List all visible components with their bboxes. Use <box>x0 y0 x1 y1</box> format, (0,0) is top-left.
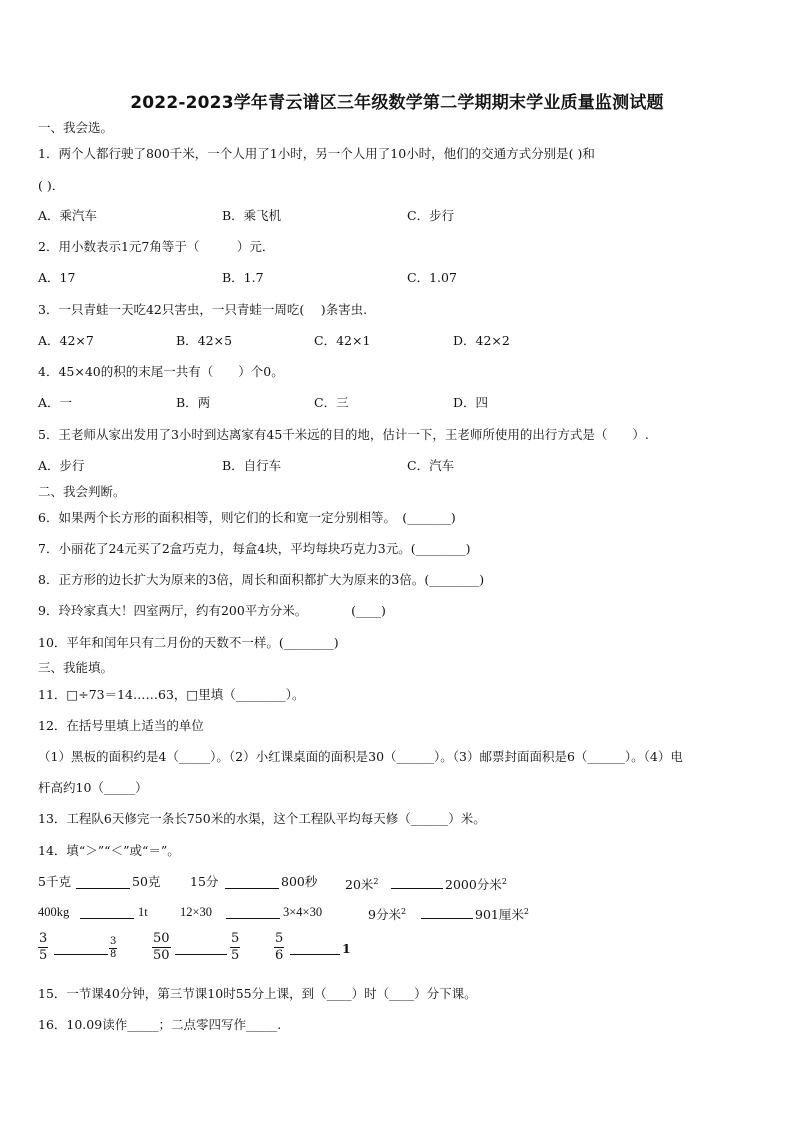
question-8-text: 8．正方形的边长扩大为原来的3倍，周长和面积都扩大为原来的3倍。(________) <box>38 572 485 587</box>
compare-6-left <box>368 903 406 924</box>
compare-4-right: 1t <box>138 905 148 919</box>
fraction-numerator: 5 <box>231 931 240 946</box>
question-4-text: 4．45×40的积的末尾一共有（ ）个0。 <box>38 364 284 379</box>
fraction-denominator: 8 <box>110 949 117 960</box>
compare-4-blank[interactable] <box>80 918 134 919</box>
fraction-numerator: 5 <box>275 931 284 946</box>
fraction-5-5 <box>230 931 240 964</box>
question-3-text: 3．一只青蛙一天吃42只害虫，一只青蛙一周吃( )条害虫. <box>38 302 368 317</box>
square-mark: 2 <box>373 877 379 886</box>
compare-3-right-text: 2000分米 <box>445 877 502 893</box>
compare-1-left: 5千克 <box>38 874 71 889</box>
compare-6-right-text: 901厘米 <box>475 907 524 923</box>
square-mark: 2 <box>400 907 407 916</box>
question-2-text: 2．用小数表示1元7角等于（ ）元． <box>38 239 275 254</box>
question-9-text: 9．玲玲家真大！四室两厅，约有200平方分米。 (____) <box>38 603 386 618</box>
compare-3-blank[interactable] <box>391 888 443 889</box>
compare-5-left: 12×30 <box>180 905 213 919</box>
compare-7-blank[interactable] <box>54 954 108 955</box>
question-1-option-b[interactable]: B．乘飞机 <box>222 208 282 223</box>
question-6-text: 6．如果两个长方形的面积相等，则它们的长和宽一定分别相等。 (_______) <box>38 510 456 525</box>
fraction-5-6 <box>274 931 284 964</box>
section-heading-choose: 一、我会选。 <box>38 120 114 135</box>
compare-3-left <box>345 873 379 894</box>
question-11-text: 11．□÷73＝14……63，□里填（________）。 <box>38 687 305 702</box>
number-one: 1 <box>342 941 351 956</box>
compare-1-right: 50克 <box>132 874 161 889</box>
compare-5-right: 3×4×30 <box>283 905 323 919</box>
question-7-text: 7．小丽花了24元买了2盒巧克力，每盒4块，平均每块巧克力3元。(________) <box>38 541 471 556</box>
question-2-option-a[interactable]: A．17 <box>38 270 76 285</box>
question-3-option-b[interactable]: B．42×5 <box>176 333 233 348</box>
fraction-denominator: 6 <box>275 948 284 963</box>
question-14-text: 14．填“＞”“＜”或“＝”。 <box>38 843 180 858</box>
compare-6-right <box>475 903 529 924</box>
section-heading-fill: 三、我能填。 <box>38 660 114 675</box>
question-4-option-a[interactable]: A．一 <box>38 395 73 410</box>
compare-3-left-text: 20米 <box>345 877 374 893</box>
question-13-text: 13．工程队6天修完一条长750米的水渠，这个工程队平均每天修（______）米。 <box>38 811 486 826</box>
fraction-denominator: 5 <box>231 948 240 963</box>
compare-4-left: 400kg <box>38 905 70 919</box>
compare-9-blank[interactable] <box>290 954 340 955</box>
square-mark: 2 <box>501 877 507 886</box>
question-10-text: 10．平年和闰年只有二月份的天数不一样。(________) <box>38 635 339 650</box>
fraction-50-50 <box>152 931 171 964</box>
fraction-numerator: 50 <box>153 931 170 946</box>
fraction-numerator: 3 <box>39 931 48 946</box>
compare-5-blank[interactable] <box>226 918 280 919</box>
question-16-text: 16．10.09读作_____；二点零四写作_____. <box>38 1017 282 1032</box>
question-1-text: 1．两个人都行驶了800千米，一个人用了1小时，另一个人用了10小时，他们的交通方式分别是( )和 <box>38 146 595 161</box>
compare-2-blank[interactable] <box>225 888 279 889</box>
question-5-text: 5．王老师从家出发用了3小时到达离家有45千米远的目的地，估计一下，王老师所使用的出行方式是（ ）. <box>38 427 649 442</box>
question-3-option-c[interactable]: C．42×1 <box>314 333 371 348</box>
question-5-option-c[interactable]: C．汽车 <box>407 458 455 473</box>
question-4-option-b[interactable]: B．两 <box>176 395 211 410</box>
compare-3-right <box>445 873 507 894</box>
fraction-denominator: 5 <box>39 948 48 963</box>
question-3-option-a[interactable]: A．42×7 <box>38 333 94 348</box>
compare-2-right: 800秒 <box>281 874 318 889</box>
fraction-3-8 <box>109 936 117 961</box>
compare-6-blank[interactable] <box>421 918 473 919</box>
page-title: 2022-2023学年青云谱区三年级数学第二学期期末学业质量监测试题 <box>130 93 664 113</box>
question-1-option-a[interactable]: A．乘汽车 <box>38 208 98 223</box>
question-3-option-d[interactable]: D．42×2 <box>453 333 510 348</box>
question-4-option-d[interactable]: D．四 <box>453 395 489 410</box>
question-5-option-b[interactable]: B．自行车 <box>222 458 282 473</box>
fraction-numerator: 3 <box>110 936 117 947</box>
compare-6-left-text: 9分米 <box>368 907 401 923</box>
question-1-option-c[interactable]: C．步行 <box>407 208 455 223</box>
question-5-option-a[interactable]: A．步行 <box>38 458 85 473</box>
compare-1-blank[interactable] <box>76 888 130 889</box>
question-4-option-c[interactable]: C．三 <box>314 395 349 410</box>
question-2-option-b[interactable]: B．1.7 <box>222 270 264 285</box>
compare-8-blank[interactable] <box>175 954 227 955</box>
question-12-line-1: （1）黑板的面积约是4（_____）。（2）小红课桌面的面积是30（______）。（3）邮票封面面积是6（______）。（4）电 <box>38 749 683 764</box>
question-2-option-c[interactable]: C．1.07 <box>407 270 457 285</box>
section-heading-judge: 二、我会判断。 <box>38 484 126 499</box>
question-12-line-2: 杆高约10（_____） <box>38 780 148 795</box>
question-15-text: 15．一节课40分钟，第三节课10时55分上课，到（____）时（____）分下课。 <box>38 986 477 1001</box>
square-mark: 2 <box>523 907 529 916</box>
question-12-text: 12．在括号里填上适当的单位 <box>38 718 204 733</box>
question-1-text-cont: ( )． <box>38 178 65 193</box>
fraction-3-5 <box>38 931 48 964</box>
compare-2-left: 15分 <box>190 874 219 889</box>
fraction-denominator: 50 <box>153 948 170 963</box>
